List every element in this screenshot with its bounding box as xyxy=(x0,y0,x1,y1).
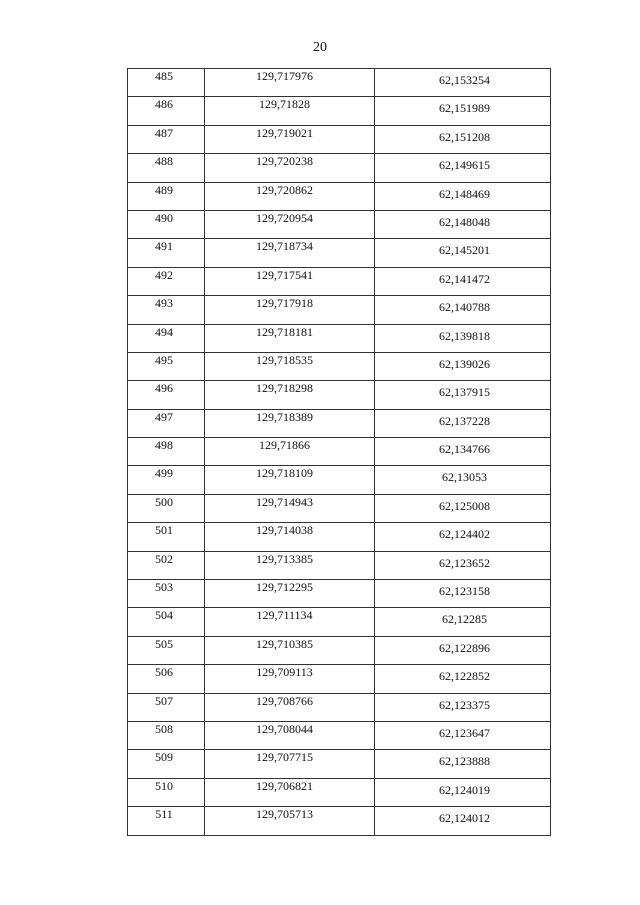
x-coordinate-cell-text: 129,711134 xyxy=(256,608,313,623)
x-coordinate-cell xyxy=(205,352,375,380)
point-number-cell-text: 510 xyxy=(155,778,173,793)
point-number-cell xyxy=(128,466,205,494)
table-row xyxy=(128,296,551,324)
y-coordinate-cell xyxy=(375,778,551,806)
table-row xyxy=(128,125,551,153)
y-coordinate-cell-text: 62,123158 xyxy=(439,584,490,599)
x-coordinate-cell xyxy=(205,778,375,806)
x-coordinate-cell xyxy=(205,97,375,125)
x-coordinate-cell-text: 129,718389 xyxy=(256,409,313,424)
y-coordinate-cell-text: 62,122896 xyxy=(439,640,490,655)
point-number-cell xyxy=(128,352,205,380)
point-number-cell-text: 509 xyxy=(155,750,173,765)
table-row xyxy=(128,665,551,693)
x-coordinate-cell-text: 129,720862 xyxy=(256,182,313,197)
y-coordinate-cell-text: 62,13053 xyxy=(442,470,487,485)
y-coordinate-cell xyxy=(375,693,551,721)
x-coordinate-cell xyxy=(205,381,375,409)
y-coordinate-cell-text: 62,125008 xyxy=(439,498,490,513)
point-number-cell-text: 502 xyxy=(155,551,173,566)
table-row xyxy=(128,381,551,409)
point-number-cell xyxy=(128,409,205,437)
x-coordinate-cell xyxy=(205,693,375,721)
table-row xyxy=(128,409,551,437)
table-row xyxy=(128,97,551,125)
x-coordinate-cell-text: 129,719021 xyxy=(256,125,313,140)
point-number-cell-text: 503 xyxy=(155,580,173,595)
y-coordinate-cell xyxy=(375,69,551,97)
y-coordinate-cell-text: 62,148048 xyxy=(439,214,490,229)
table-row xyxy=(128,438,551,466)
point-number-cell xyxy=(128,69,205,97)
y-coordinate-cell xyxy=(375,580,551,608)
table-row xyxy=(128,750,551,778)
x-coordinate-cell-text: 129,708044 xyxy=(256,721,313,736)
y-coordinate-cell-text: 62,153254 xyxy=(439,73,490,87)
y-coordinate-cell xyxy=(375,466,551,494)
y-coordinate-cell xyxy=(375,296,551,324)
x-coordinate-cell-text: 129,71866 xyxy=(259,438,310,453)
y-coordinate-cell-text: 62,149615 xyxy=(439,158,490,173)
x-coordinate-cell-text: 129,714943 xyxy=(256,494,313,509)
point-number-cell-text: 511 xyxy=(155,807,173,822)
x-coordinate-cell xyxy=(205,494,375,522)
point-number-cell-text: 486 xyxy=(155,97,173,112)
point-number-cell xyxy=(128,665,205,693)
point-number-cell-text: 492 xyxy=(155,267,173,282)
x-coordinate-cell-text: 129,717541 xyxy=(256,267,313,282)
point-number-cell-text: 501 xyxy=(155,523,173,538)
y-coordinate-cell xyxy=(375,324,551,352)
y-coordinate-cell xyxy=(375,750,551,778)
table-row xyxy=(128,494,551,522)
point-number-cell xyxy=(128,608,205,636)
x-coordinate-cell xyxy=(205,210,375,238)
x-coordinate-cell-text: 129,714038 xyxy=(256,523,313,538)
x-coordinate-cell xyxy=(205,324,375,352)
table-row xyxy=(128,636,551,664)
x-coordinate-cell xyxy=(205,721,375,749)
x-coordinate-cell-text: 129,718298 xyxy=(256,381,313,396)
table-row xyxy=(128,721,551,749)
y-coordinate-cell-text: 62,124019 xyxy=(439,782,490,797)
point-number-cell-text: 489 xyxy=(155,182,173,197)
table-row xyxy=(128,210,551,238)
y-coordinate-cell xyxy=(375,523,551,551)
y-coordinate-cell-text: 62,140788 xyxy=(439,300,490,315)
x-coordinate-cell xyxy=(205,267,375,295)
table-row xyxy=(128,807,551,835)
y-coordinate-cell xyxy=(375,210,551,238)
point-number-cell xyxy=(128,296,205,324)
point-number-cell-text: 504 xyxy=(155,608,173,623)
x-coordinate-cell-text: 129,718734 xyxy=(256,239,313,254)
x-coordinate-cell xyxy=(205,125,375,153)
y-coordinate-cell-text: 62,124402 xyxy=(439,527,490,542)
x-coordinate-cell xyxy=(205,239,375,267)
point-number-cell-text: 499 xyxy=(155,466,173,481)
point-number-cell-text: 497 xyxy=(155,409,173,424)
y-coordinate-cell xyxy=(375,551,551,579)
point-number-cell-text: 506 xyxy=(155,665,173,680)
point-number-cell-text: 498 xyxy=(155,438,173,453)
x-coordinate-cell xyxy=(205,608,375,636)
point-number-cell xyxy=(128,182,205,210)
coordinates-table xyxy=(127,68,551,836)
y-coordinate-cell-text: 62,145201 xyxy=(439,243,490,258)
y-coordinate-cell xyxy=(375,494,551,522)
point-number-cell xyxy=(128,750,205,778)
table-row xyxy=(128,239,551,267)
y-coordinate-cell xyxy=(375,97,551,125)
point-number-cell xyxy=(128,693,205,721)
point-number-cell-text: 490 xyxy=(155,210,173,225)
x-coordinate-cell-text: 129,712295 xyxy=(256,580,313,595)
y-coordinate-cell-text: 62,123375 xyxy=(439,697,490,712)
y-coordinate-cell xyxy=(375,154,551,182)
x-coordinate-cell-text: 129,717918 xyxy=(256,296,313,311)
y-coordinate-cell xyxy=(375,438,551,466)
point-number-cell-text: 487 xyxy=(155,125,173,140)
y-coordinate-cell-text: 62,123652 xyxy=(439,555,490,570)
table-row xyxy=(128,466,551,494)
point-number-cell xyxy=(128,438,205,466)
x-coordinate-cell xyxy=(205,807,375,835)
x-coordinate-cell xyxy=(205,466,375,494)
y-coordinate-cell xyxy=(375,807,551,835)
y-coordinate-cell-text: 62,151989 xyxy=(439,101,490,116)
y-coordinate-cell xyxy=(375,267,551,295)
table-row xyxy=(128,69,551,97)
x-coordinate-cell-text: 129,705713 xyxy=(256,807,313,822)
y-coordinate-cell-text: 62,141472 xyxy=(439,271,490,286)
x-coordinate-cell xyxy=(205,438,375,466)
x-coordinate-cell xyxy=(205,154,375,182)
x-coordinate-cell-text: 129,718535 xyxy=(256,352,313,367)
y-coordinate-cell xyxy=(375,409,551,437)
table-row xyxy=(128,580,551,608)
point-number-cell-text: 493 xyxy=(155,296,173,311)
table-row xyxy=(128,324,551,352)
x-coordinate-cell-text: 129,709113 xyxy=(256,665,313,680)
point-number-cell xyxy=(128,721,205,749)
x-coordinate-cell-text: 129,720954 xyxy=(256,210,313,225)
point-number-cell-text: 505 xyxy=(155,636,173,651)
y-coordinate-cell-text: 62,139026 xyxy=(439,356,490,371)
y-coordinate-cell-text: 62,137915 xyxy=(439,385,490,400)
point-number-cell xyxy=(128,580,205,608)
x-coordinate-cell xyxy=(205,750,375,778)
y-coordinate-cell xyxy=(375,125,551,153)
point-number-cell-text: 508 xyxy=(155,721,173,736)
y-coordinate-cell xyxy=(375,636,551,664)
y-coordinate-cell-text: 62,139818 xyxy=(439,328,490,343)
table-row xyxy=(128,182,551,210)
point-number-cell-text: 496 xyxy=(155,381,173,396)
y-coordinate-cell-text: 62,151208 xyxy=(439,129,490,144)
point-number-cell xyxy=(128,210,205,238)
point-number-cell-text: 500 xyxy=(155,494,173,509)
point-number-cell-text: 495 xyxy=(155,352,173,367)
point-number-cell xyxy=(128,636,205,664)
x-coordinate-cell xyxy=(205,551,375,579)
point-number-cell xyxy=(128,381,205,409)
x-coordinate-cell xyxy=(205,296,375,324)
x-coordinate-cell-text: 129,710385 xyxy=(256,636,313,651)
point-number-cell xyxy=(128,154,205,182)
point-number-cell xyxy=(128,551,205,579)
x-coordinate-cell-text: 129,707715 xyxy=(256,750,313,765)
point-number-cell-text: 488 xyxy=(155,154,173,169)
point-number-cell xyxy=(128,807,205,835)
table-row xyxy=(128,154,551,182)
table-row xyxy=(128,352,551,380)
x-coordinate-cell xyxy=(205,409,375,437)
table-row xyxy=(128,267,551,295)
page-number: 20 xyxy=(313,40,327,55)
x-coordinate-cell xyxy=(205,69,375,97)
y-coordinate-cell-text: 62,134766 xyxy=(439,442,490,457)
x-coordinate-cell-text: 129,71828 xyxy=(259,97,310,112)
table-row xyxy=(128,608,551,636)
point-number-cell xyxy=(128,778,205,806)
coordinates-table-body xyxy=(128,69,551,836)
y-coordinate-cell-text: 62,124012 xyxy=(439,811,490,826)
y-coordinate-cell xyxy=(375,239,551,267)
x-coordinate-cell xyxy=(205,523,375,551)
y-coordinate-cell-text: 62,148469 xyxy=(439,186,490,201)
point-number-cell xyxy=(128,267,205,295)
x-coordinate-cell xyxy=(205,580,375,608)
table-row xyxy=(128,523,551,551)
point-number-cell xyxy=(128,494,205,522)
y-coordinate-cell-text: 62,137228 xyxy=(439,413,490,428)
point-number-cell-text: 491 xyxy=(155,239,173,254)
x-coordinate-cell xyxy=(205,636,375,664)
x-coordinate-cell-text: 129,717976 xyxy=(256,69,313,83)
point-number-cell xyxy=(128,324,205,352)
y-coordinate-cell xyxy=(375,381,551,409)
y-coordinate-cell-text: 62,122852 xyxy=(439,669,490,684)
point-number-cell xyxy=(128,97,205,125)
point-number-cell-text: 507 xyxy=(155,693,173,708)
x-coordinate-cell-text: 129,720238 xyxy=(256,154,313,169)
x-coordinate-cell xyxy=(205,182,375,210)
y-coordinate-cell-text: 62,123888 xyxy=(439,754,490,769)
y-coordinate-cell xyxy=(375,665,551,693)
point-number-cell xyxy=(128,239,205,267)
y-coordinate-cell xyxy=(375,352,551,380)
point-number-cell-text: 494 xyxy=(155,324,173,339)
point-number-cell xyxy=(128,125,205,153)
x-coordinate-cell xyxy=(205,665,375,693)
x-coordinate-cell-text: 129,718181 xyxy=(256,324,313,339)
x-coordinate-cell-text: 129,706821 xyxy=(256,778,313,793)
y-coordinate-cell xyxy=(375,608,551,636)
table-row xyxy=(128,778,551,806)
x-coordinate-cell-text: 129,718109 xyxy=(256,466,313,481)
y-coordinate-cell-text: 62,123647 xyxy=(439,725,490,740)
x-coordinate-cell-text: 129,708766 xyxy=(256,693,313,708)
table-row xyxy=(128,551,551,579)
y-coordinate-cell xyxy=(375,721,551,749)
x-coordinate-cell-text: 129,713385 xyxy=(256,551,313,566)
table-row xyxy=(128,693,551,721)
point-number-cell xyxy=(128,523,205,551)
y-coordinate-cell xyxy=(375,182,551,210)
y-coordinate-cell-text: 62,12285 xyxy=(442,612,487,627)
point-number-cell-text: 485 xyxy=(155,69,173,83)
